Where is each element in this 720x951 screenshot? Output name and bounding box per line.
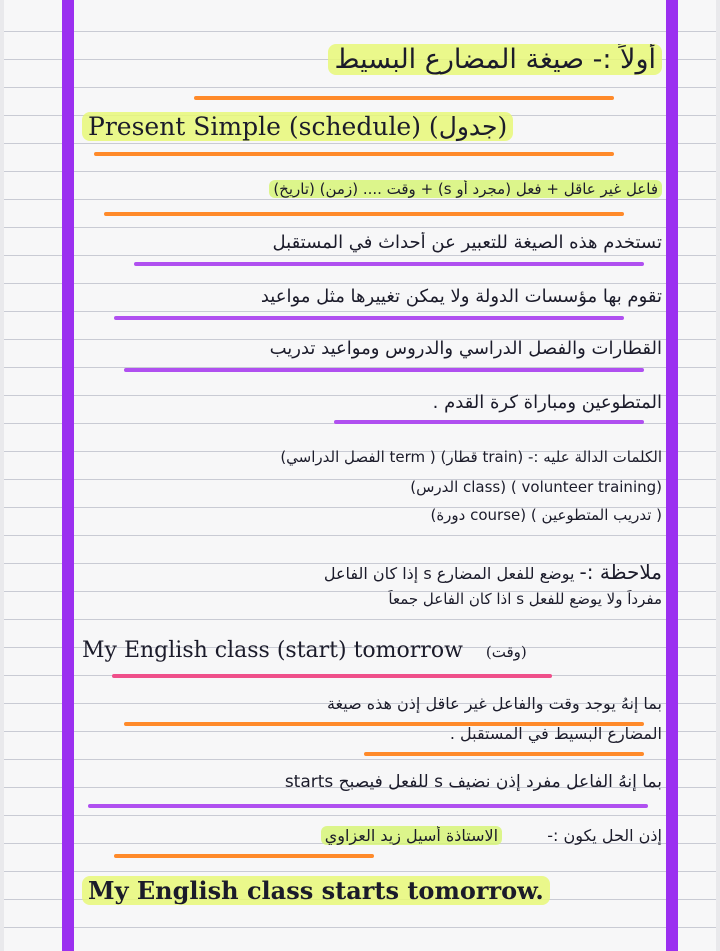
- teacher-underline: [114, 854, 374, 858]
- heading: أولاً :- صيغة المضارع البسيط: [328, 44, 662, 75]
- right-margin-line: [666, 0, 678, 951]
- answer-label-row: [82, 826, 662, 854]
- usage-underline-1: [134, 262, 644, 266]
- subtitle-row: [82, 112, 662, 152]
- usage-line-2: تقوم بها مؤسسات الدولة ولا يمكن تغييرها مثل مواعيد: [260, 286, 662, 307]
- answer: My English class starts tomorrow.: [82, 876, 550, 905]
- notebook-page: [4, 0, 716, 951]
- usage-underline-4: [334, 420, 644, 424]
- formula-row: [82, 180, 662, 210]
- answer-label: إذن الحل يكون :-: [547, 826, 662, 845]
- note-line-2: مفرداً ولا يوضع للفعل s اذا كان الفاعل جمعاً: [388, 590, 662, 608]
- keywords-line-3: ( تدريب المتطوعين ) (course دورة): [430, 506, 662, 524]
- keywords-line-2: (volunteer training ) (class الدرس): [410, 478, 662, 496]
- example-sentence: My English class (start) tomorrow: [82, 638, 463, 663]
- usage-underline-2: [114, 316, 624, 320]
- note-label: ملاحظة :-: [579, 560, 662, 584]
- example-row: [82, 638, 662, 672]
- answer-row: [82, 876, 662, 912]
- keywords-line-1: الكلمات الدالة عليه :- (train قطار) ( term الفصل الدراسي): [280, 448, 662, 466]
- formula-underline: [104, 212, 624, 216]
- usage-line-3: القطارات والفصل الدراسي والدروس ومواعيد تدريب: [269, 338, 662, 359]
- heading-underline: [194, 96, 614, 100]
- note-line-1: [82, 560, 662, 586]
- explain-line-1: بما إنهُ يوجد وقت والفاعل غير عاقل إذن هذه صيغة: [326, 694, 662, 713]
- formula: فاعل غير عاقل + فعل (مجرد أو s) + وقت .... (زمن) (تاريخ): [269, 180, 662, 198]
- subtitle: Present Simple (schedule) (جدول): [82, 112, 513, 141]
- singular-note: بما إنهُ الفاعل مفرد إذن نضيف s للفعل فيصبح starts: [284, 772, 662, 792]
- heading-row: [82, 44, 662, 92]
- usage-line-1: تستخدم هذه الصيغة للتعبير عن أحداث في المستقبل: [272, 232, 662, 253]
- example-tag: (وقت): [485, 643, 527, 661]
- left-margin-line: [62, 0, 74, 951]
- teacher-name: الاستاذة أسيل زيد العزاوي: [321, 826, 502, 845]
- subtitle-underline: [94, 152, 614, 156]
- example-underline: [112, 674, 552, 678]
- singular-underline: [88, 804, 648, 808]
- note-text-1: يوضع للفعل المضارع s إذا كان الفاعل: [323, 564, 575, 583]
- usage-line-4: المتطوعين ومباراة كرة القدم .: [432, 392, 662, 413]
- explain-underline-2: [364, 752, 644, 756]
- usage-underline-3: [124, 368, 644, 372]
- explain-line-2: المضارع البسيط في المستقبل .: [449, 724, 662, 743]
